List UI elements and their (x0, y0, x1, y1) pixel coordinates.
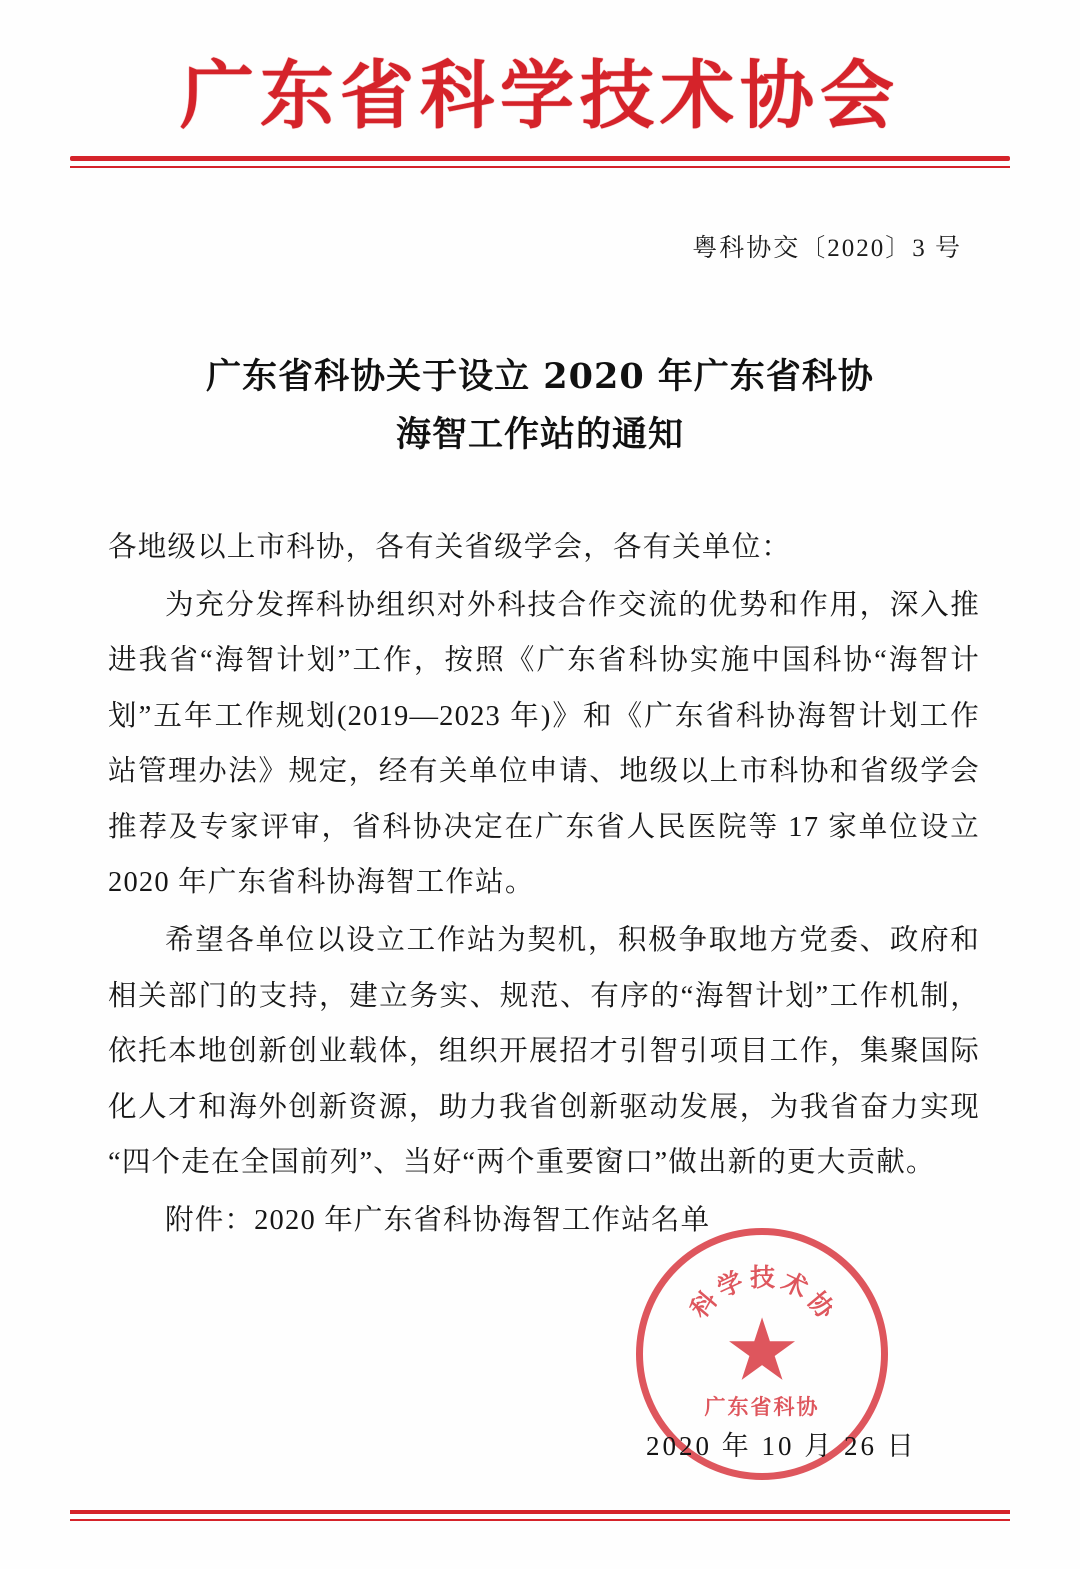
footer-rules (70, 1510, 1010, 1521)
footer-rule-thin (70, 1519, 1010, 1521)
page-title-line-1: 广东省科协关于设立 2020 年广东省科协 (206, 356, 874, 397)
attachment-line: 附件：2020 年广东省科协海智工作站名单 (165, 1204, 711, 1236)
seal-arc-text: 科 学 技 术 协 (684, 1263, 841, 1325)
page-title (120, 348, 960, 464)
header-rule-thin (70, 166, 1010, 168)
body-paragraph-2: 希望各单位以设立工作站为契机，积极争取地方党委、政府和相关部门的支持，建立务实、规范、有序的“海智计划”工作机制，依托本地创新创业载体，组织开展招才引智引项目工作，集聚国际化人才和海外创新资源，助力我省创新驱动发展，为我省奋力实现“四个走在全国前列”、当好“两个重要窗口”做出新的更大贡献。 (108, 924, 980, 1179)
document-number: 粤科协交〔2020〕3 号 (692, 235, 962, 262)
body-paragraph-1: 为充分发挥科协组织对外科技合作交流的优势和作用，深入推进我省“海智计划”工作，按照《广东省科协实施中国科协“海智计划”五年工作规划(2019—2023 年)》和《广东省科协海智计划工作站管理办法》规定，经有关单位申请、地级以上市科协和省级学会推荐及专家评审，省科协决定在广东省人民医院等 17 家单位设立 2020 年广东省科协海智工作站。 (108, 589, 980, 899)
letterhead (70, 53, 1010, 168)
salutation: 各地级以上市科协，各有关省级学会，各有关单位： (108, 532, 792, 563)
footer-rule-thick (70, 1510, 1010, 1514)
seal-star-icon: ★ (723, 1302, 801, 1399)
issue-date: 2020 年 10 月 26 日 (646, 1431, 917, 1461)
header-rule-thick (70, 156, 1010, 161)
signature-block (600, 1228, 1000, 1488)
seal-bottom-text: 广东省科协 (704, 1395, 820, 1419)
page-title-line-2: 海智工作站的通知 (395, 413, 684, 455)
organization-title: 广东省科学技术协会 (180, 53, 900, 139)
document-body (108, 520, 980, 1250)
